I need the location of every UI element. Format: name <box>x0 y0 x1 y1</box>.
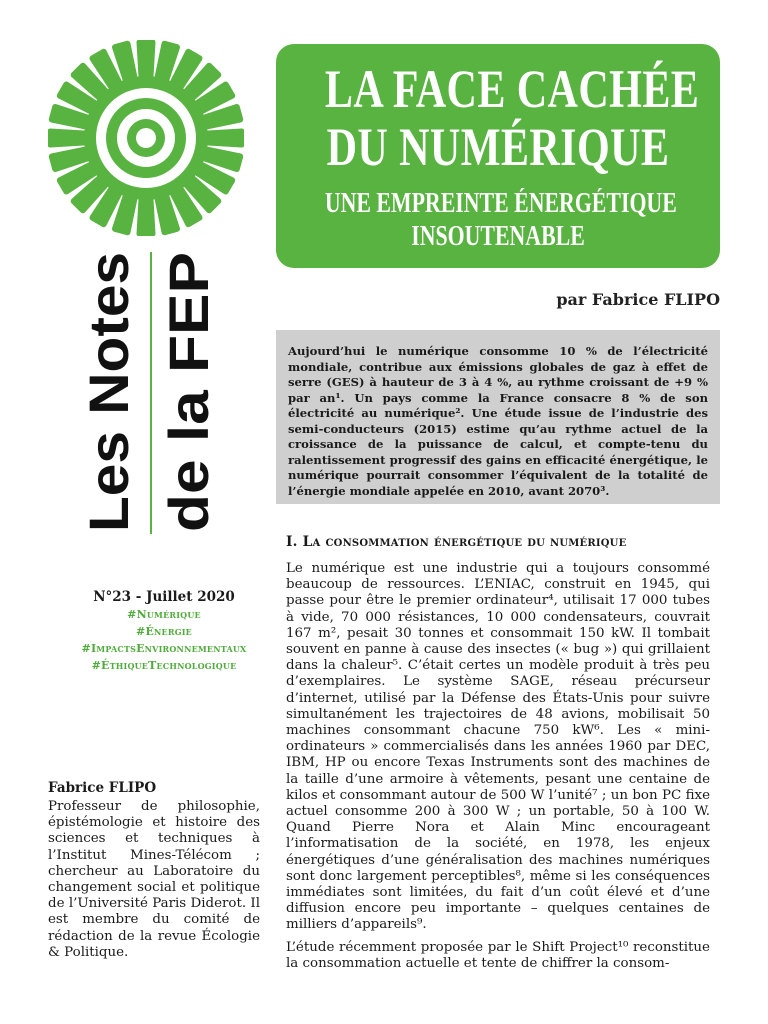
series-title-line-2: de la FEP <box>157 279 220 532</box>
series-title-line-1: Les Notes <box>77 264 140 532</box>
series-title <box>70 248 220 538</box>
hashtag-link[interactable]: #ÉthiqueTechnologique <box>91 659 237 672</box>
author-name: Fabrice FLIPO <box>48 780 157 796</box>
green-divider <box>150 252 152 534</box>
section-heading: I. La consommation énergétique du numérique <box>286 534 627 550</box>
title-line-2: DU NUMÉRIQUE <box>326 117 670 177</box>
hashtag-link[interactable]: #ImpactsEnvironnementaux <box>81 642 247 655</box>
author-bio: Professeur de philosophie, épistémologie et histoire des sciences et techniques à l’Institut Mines-Télécom ; chercheur au Laboratoire du changement social et politique de l’Université Paris Diderot. Il est membre du comité de rédaction de la revue Écologie & Politique. <box>48 799 260 960</box>
issue-number: N°23 - Juillet 2020 <box>93 589 235 605</box>
abstract-text: Aujourd’hui le numérique consomme 10 % de l’électricité mondiale, contribue aux émissions globales de gaz à effet de serre (GES) à hauteur de 3 à 4 %, au rythme croissant de +9 % par an¹. Un pays comme la France consacre 8 % de son électricité au numérique². Une étude issue de l’industrie des semi-conducteurs (2015) estime qu’au rythme actuel de la croissance de la puissance de calcul, et compte-tenu du ralentissement progressif des gains en efficacité énergétique, le numérique pourrait consommer l’équivalent de la totalité de l’énergie mondiale appelée en 2010, avant 2070³. <box>288 344 708 498</box>
title-line-1: LA FACE CACHÉE <box>324 59 700 119</box>
abstract-box <box>276 330 720 504</box>
subtitle-line-1: UNE EMPREINTE ÉNERGÉTIQUE <box>324 188 677 219</box>
subtitle-line-2: INSOUTENABLE <box>411 221 585 252</box>
sun-ray <box>50 132 88 145</box>
body-paragraph: L’étude récemment proposée par le Shift Project¹⁰ reconstitue la consommation actuelle et tente de chiffrer la consom- <box>286 940 710 972</box>
sun-ray <box>140 42 153 80</box>
issue-info <box>40 588 288 674</box>
byline: par Fabrice FLIPO <box>556 290 720 309</box>
fep-sun-logo <box>48 40 244 236</box>
sun-ray <box>140 196 153 234</box>
hashtag-link[interactable]: #Numérique <box>127 608 201 621</box>
body-paragraph: Le numérique est une industrie qui a toujours consommé beaucoup de ressources. L’ENIAC, construit en 1945, qui passe pour être le premier ordinateur⁴, utilisait 17 000 tubes à vide, 70 000 résistances, 10 000 condensateurs, couvrait 167 m², pesait 30 tonnes et consommait 150 kW. Il tombait souvent en panne à cause des insectes (« bug ») qui grillaient dans la chaleur⁵. C’était certes un modèle produit à très peu d’exemplaires. Le système SAGE, réseau précurseur d’internet, utilisé par la Défense des États-Unis pour suivre simultanément les trajectoires de 48 avions, mobilisait 50 machines consommant chacune 750 kW⁶. Les « mini-ordinateurs » commercialisés dans les années 1960 par DEC, IBM, HP ou encore Texas Instruments sont des machines de la taille d’une armoire à vêtements, pesant une centaine de kilos et consommant autour de 500 W l’unité⁷ ; un bon PC fixe actuel consomme 200 à 300 W ; un portable, 50 à 100 W. Quand Pierre Nora et Alain Minc encourageant l’informatisation de la société, en 1978, les enjeux énergétiques d’une généralisation des machines numériques sont donc largement perceptibles⁸, même si les conséquences immédiates sont limitées, du fait d’un coût élevé et d’une diffusion encore peu importante – quelques centaines de milliers d’appareils⁹. <box>286 561 710 933</box>
title-banner <box>276 44 720 268</box>
hashtag-link[interactable]: #Énergie <box>136 625 192 638</box>
sun-ray <box>204 132 242 145</box>
